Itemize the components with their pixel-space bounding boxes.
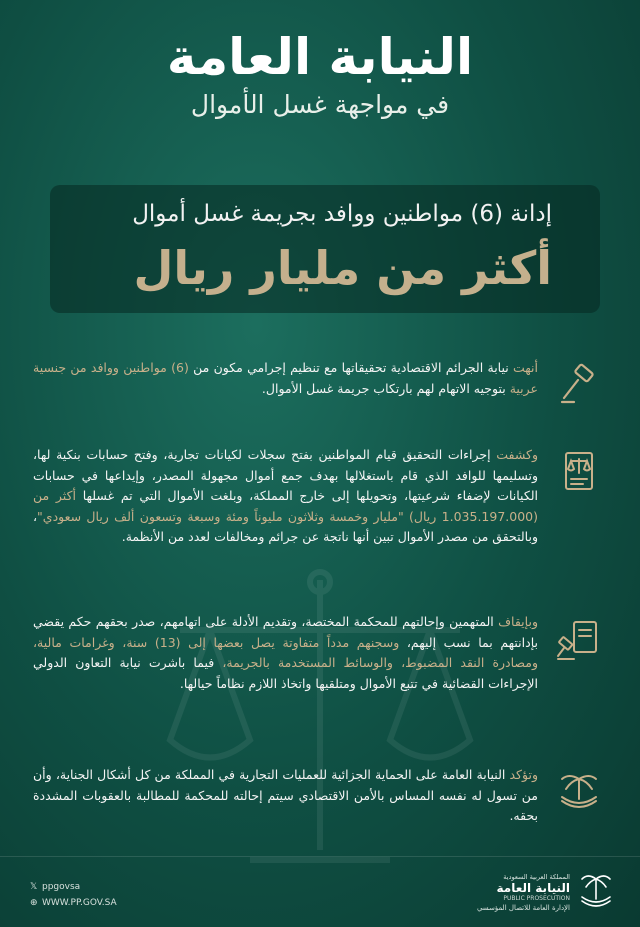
footer	[0, 856, 640, 927]
section-3-body: المتهمين وإحالتهم للمحكمة المختصة، وتقديم الأدلة على اتهامهم، صدر بحقهم حكم يقضي بإدانتهم بما نسب إليهم،	[33, 614, 538, 650]
section-2-highlight: أكثر من (1.035.197.000 ريال) "مليار وخمسة وثلاثون مليوناً ومئة وسبعة وتسعون ألف ريال سعودي"	[33, 488, 538, 524]
headline-line-2: أكثر من مليار ريال	[133, 241, 552, 295]
headline-box	[50, 185, 600, 313]
logo-text: المملكة العربية السعودية النيابة العامة PUBLIC PROSECUTION الإدارة العامة للاتصال المؤسسي	[476, 873, 570, 912]
section-4-text	[33, 765, 538, 827]
section-1-lead: أنهت	[513, 360, 539, 375]
section-3-body-2: فيما باشرت نيابة التعاون الدولي الإجراءات القضائية في تتبع الأموال ومتلقيها واتخاذ اللازم نظاماً حيالها.	[33, 655, 538, 691]
logo	[444, 869, 614, 919]
palm-swords-logo-icon	[578, 869, 614, 915]
section-1-body: نيابة الجرائم الاقتصادية تحقيقاتها مع تنظيم إجرامي مكون من	[188, 360, 514, 375]
section-4-lead: وتؤكد	[509, 767, 538, 782]
section-1-highlight: (6) مواطنين ووافد من جنسية عربية	[33, 360, 538, 396]
section-3-lead: وبإيقاف	[498, 614, 538, 629]
section-3-highlight: وسجنهم مدداً متفاوتة يصل بعضها إلى (13) سنة، وغرامات مالية، ومصادرة النقد المضبوط، والوسائط المستخدمة بالجريمة،	[33, 634, 538, 670]
globe-icon: ⊕	[30, 898, 38, 908]
website-link[interactable]: ⊕ WWW.PP.GOV.SA	[30, 895, 117, 911]
section-2-body: إجراءات التحقيق قيام المواطنين بفتح سجلات لكيانات تجارية، وفتح حسابات بنكية لها، وتسليمها للوافد الذي قام باستغلالها بهدف جمع أموال مجهولة المصدر، وإيداعها في حسابات الكيانات لإضفاء شرعيتها، وتحويلها إلى خارج المملكة، وبلغت الأموال التي تم غسلها	[33, 447, 539, 503]
x-icon: 𝕏	[30, 882, 38, 892]
section-4-body: النيابة العامة على الحماية الجزائية للعمليات التجارية في المملكة من كل أشكال الجناية، وأن من تسول له نفسه المساس بالأمن الاقتصادي سيتم إحالته للمحكمة للمطالبة بالعقوبات المشددة بحقه.	[33, 767, 538, 823]
page-subtitle: في مواجهة غسل الأموال	[190, 90, 450, 119]
palm-swords-icon	[554, 767, 604, 817]
section-1-text	[33, 358, 538, 399]
document-scale-icon	[554, 447, 604, 497]
scales-watermark-icon	[140, 560, 500, 890]
gavel-document-icon	[554, 614, 604, 664]
section-1-body-2: بتوجيه الاتهام لهم بارتكاب جريمة غسل الأموال.	[261, 380, 510, 396]
section-2-text	[33, 445, 538, 548]
section-3-text	[33, 612, 538, 694]
page-title: النيابة العامة	[166, 28, 474, 86]
section-2-body-2: ، وبالتحقق من مصدر الأموال تبين أنها ناتجة عن جرائم ومخالفات لعدد من الأنظمة.	[33, 508, 538, 544]
social-links	[30, 879, 117, 911]
section-2-lead: وكشفت	[496, 447, 538, 462]
social-x-link[interactable]: 𝕏 ppgovsa	[30, 879, 117, 895]
header	[0, 26, 640, 122]
gavel-icon	[554, 360, 604, 410]
headline-line-1: إدانة (6) مواطنين ووافد بجريمة غسل أموال	[132, 201, 552, 227]
